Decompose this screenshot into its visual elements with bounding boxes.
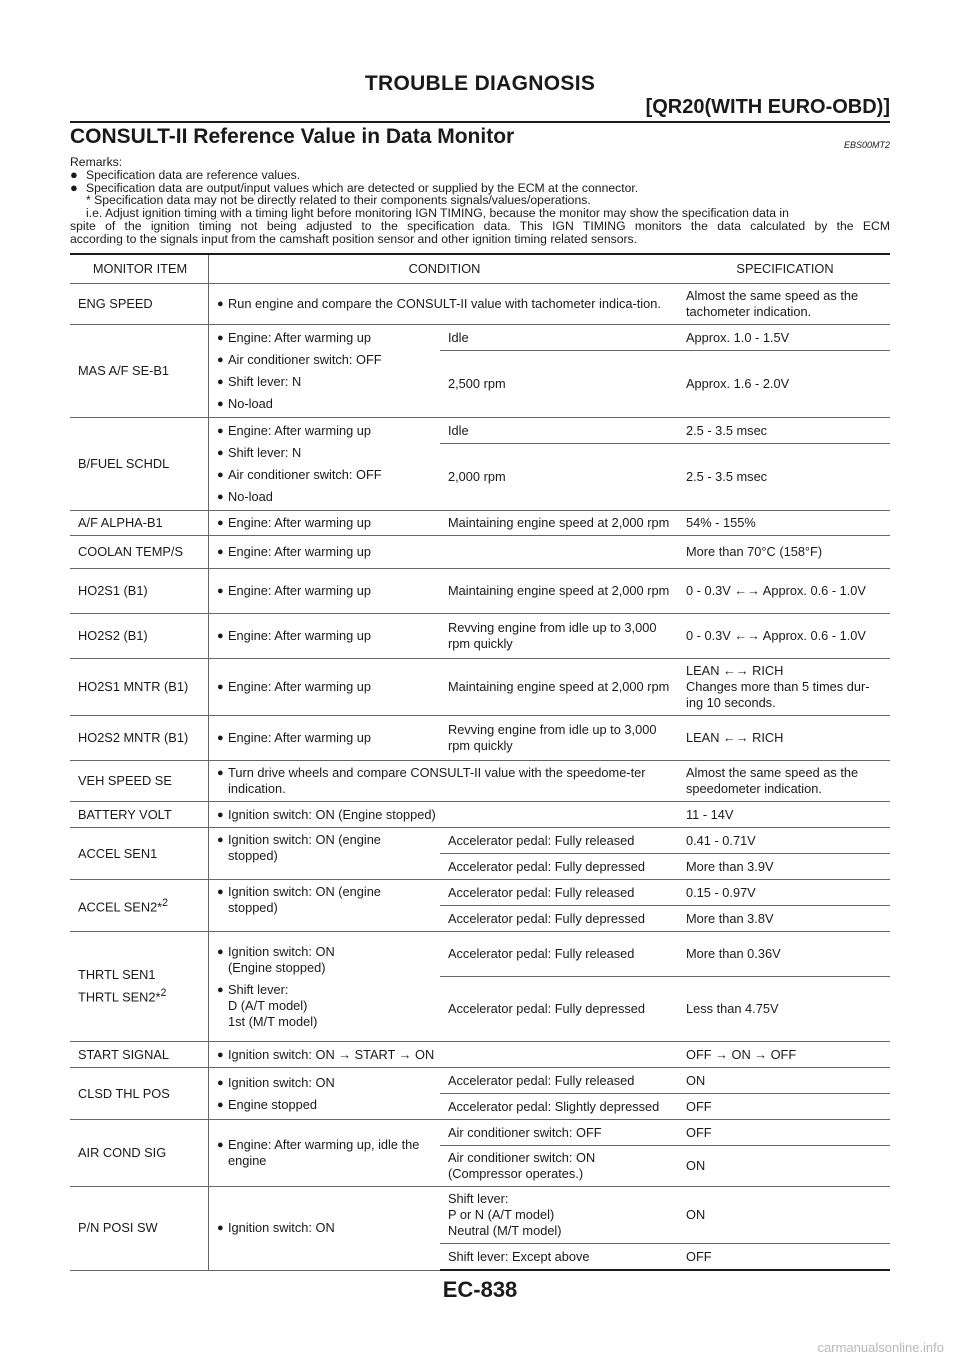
sub-condition: Accelerator pedal: Fully released <box>440 1068 678 1094</box>
monitor-item: MAS A/F SE-B1 <box>70 325 209 418</box>
remarks-bullet: ● Specification data are output/input values which are detected or supplied by the ECM at the connector. <box>70 179 639 195</box>
sub-condition: Accelerator pedal: Fully released <box>440 828 678 854</box>
condition: ● Engine: After warming up, idle the engine <box>209 1120 441 1187</box>
section-title: CONSULT-II Reference Value in Data Monitor <box>70 125 515 148</box>
condition: ● Engine: After warming up <box>209 511 441 536</box>
specification: Approx. 1.6 - 2.0V <box>678 351 890 418</box>
table-row <box>70 761 890 802</box>
bullet-icon: ● <box>217 681 224 693</box>
table-row <box>70 1120 890 1146</box>
remarks-note: * Specification data may not be directly related to their components signals/values/operations. <box>86 193 591 208</box>
condition: ● Ignition switch: ON <box>209 1187 441 1271</box>
bullet-icon: ● <box>217 1139 224 1151</box>
remarks-bullet: ● Specification data are reference values. <box>70 166 301 182</box>
sub-condition: Maintaining engine speed at 2,000 rpm <box>440 569 678 614</box>
bullet-icon: ● <box>217 376 224 388</box>
table-row <box>70 716 890 761</box>
sub-condition: Maintaining engine speed at 2,000 rpm <box>440 659 678 716</box>
remarks-block <box>70 156 890 246</box>
condition: ● Run engine and compare the CONSULT-II value with tachometer indica-tion. <box>209 284 679 325</box>
monitor-item: ENG SPEED <box>70 284 209 325</box>
bullet-icon: ● <box>217 1076 224 1089</box>
specification: More than 70°C (158°F) <box>678 536 890 569</box>
sub-condition: Accelerator pedal: Fully depressed <box>440 906 678 932</box>
table-row <box>70 569 890 614</box>
table-row <box>70 511 890 536</box>
condition: ● Ignition switch: ON ● Engine stopped <box>209 1068 441 1120</box>
sub-condition: Accelerator pedal: Fully depressed <box>440 977 678 1042</box>
condition: ● Engine: After warming up <box>209 536 679 569</box>
header-condition: CONDITION <box>209 254 679 284</box>
table-row <box>70 828 890 854</box>
specification: ON <box>678 1187 890 1244</box>
remarks-note: spite of the ignition timing not being adjusted to the specification data. This IGN TIMING monitors the data calculated by the ECM <box>70 218 890 233</box>
specification: 0.41 - 0.71V <box>678 828 890 854</box>
remarks-label: Remarks: <box>70 155 123 169</box>
condition: ● Ignition switch: ON → START → ON <box>209 1042 679 1068</box>
sub-condition: Revving engine from idle up to 3,000 rpm quickly <box>440 614 678 659</box>
monitor-item: ACCEL SEN1 <box>70 828 209 880</box>
monitor-item: ACCEL SEN2*$^2$ <box>70 880 209 932</box>
table-row <box>70 1068 890 1094</box>
sub-condition: 2,500 rpm <box>440 351 678 418</box>
condition: ● Ignition switch: ON (Engine stopped) ● Shift lever: D (A/T model) 1st (M/T model) <box>209 932 441 1042</box>
header-specification: SPECIFICATION <box>678 254 890 284</box>
table-row <box>70 614 890 659</box>
page-header-subtitle: [QR20(WITH EURO-OBD)] <box>645 96 890 118</box>
sub-condition: Shift lever: Except above <box>440 1244 678 1271</box>
specification: LEAN ←→ RICH Changes more than 5 times dur-ing 10 seconds. <box>678 659 890 716</box>
bullet-icon: ● <box>217 834 224 846</box>
monitor-item: B/FUEL SCHDL <box>70 418 209 511</box>
sub-condition: Maintaining engine speed at 2,000 rpm <box>440 511 678 536</box>
specification: OFF <box>678 1094 890 1120</box>
specification: Almost the same speed as the speedometer indication. <box>678 761 890 802</box>
table-row <box>70 284 890 325</box>
specification: 0.15 - 0.97V <box>678 880 890 906</box>
monitor-item: HO2S1 MNTR (B1) <box>70 659 209 716</box>
page-header-title: TROUBLE DIAGNOSIS <box>364 72 596 95</box>
bullet-icon: ● <box>217 1048 224 1061</box>
specification: OFF → ON → OFF <box>678 1042 890 1068</box>
specification: OFF <box>678 1244 890 1271</box>
bullet-icon: ● <box>217 491 224 503</box>
monitor-item: VEH SPEED SE <box>70 761 209 802</box>
specification: Approx. 1.0 - 1.5V <box>678 325 890 351</box>
sub-condition: Shift lever: P or N (A/T model) Neutral (M/T model) <box>440 1187 678 1244</box>
specification: Almost the same speed as the tachometer indication. <box>678 284 890 325</box>
condition: ● Engine: After warming up <box>209 716 441 761</box>
sub-condition: Revving engine from idle up to 3,000 rpm quickly <box>440 716 678 761</box>
specification: 0 - 0.3V ←→ Approx. 0.6 - 1.0V <box>678 569 890 614</box>
table-header-row <box>70 254 890 284</box>
sub-condition: Air conditioner switch: ON (Compressor operates.) <box>440 1146 678 1187</box>
page-number: EC-838 <box>442 1277 518 1302</box>
monitor-item: HO2S2 MNTR (B1) <box>70 716 209 761</box>
watermark: carmanualsonline.info <box>817 1340 944 1355</box>
table-row <box>70 1187 890 1244</box>
sub-condition: Air conditioner switch: OFF <box>440 1120 678 1146</box>
table-row <box>70 536 890 569</box>
specification: 54% - 155% <box>678 511 890 536</box>
table-row <box>70 880 890 906</box>
specification: 11 - 14V <box>678 802 890 828</box>
specification: OFF <box>678 1120 890 1146</box>
bullet-icon: ● <box>217 425 224 437</box>
section-code: EBS00MT2 <box>843 140 890 150</box>
bullet-icon: ● <box>70 179 78 195</box>
sub-condition: Accelerator pedal: Fully released <box>440 932 678 977</box>
header-rule <box>70 121 890 123</box>
monitor-item: AIR COND SIG <box>70 1120 209 1187</box>
sub-condition: Idle <box>440 325 678 351</box>
table-row <box>70 659 890 716</box>
specification: LEAN ←→ RICH <box>678 716 890 761</box>
table-row <box>70 802 890 828</box>
bullet-icon: ● <box>217 983 224 996</box>
monitor-item: START SIGNAL <box>70 1042 209 1068</box>
condition: ● Turn drive wheels and compare CONSULT-II value with the speedome-ter indication. <box>209 761 679 802</box>
sub-condition: Accelerator pedal: Slightly depressed <box>440 1094 678 1120</box>
condition: ● Engine: After warming up ● Air conditioner switch: OFF ● Shift lever: N ● No-load <box>209 325 441 418</box>
bullet-icon: ● <box>217 298 224 310</box>
monitor-item: HO2S1 (B1) <box>70 569 209 614</box>
bullet-icon: ● <box>217 808 224 821</box>
remarks-note: i.e. Adjust ignition timing with a timing light before monitoring IGN TIMING, because the monitor may show the specification data in <box>86 206 789 221</box>
sub-condition: Idle <box>440 418 678 444</box>
condition: ● Engine: After warming up ● Shift lever: N ● Air conditioner switch: OFF ● No-load <box>209 418 441 511</box>
table-row <box>70 1042 890 1068</box>
bullet-icon: ● <box>217 886 224 898</box>
monitor-item: COOLAN TEMP/S <box>70 536 209 569</box>
specification: More than 3.9V <box>678 854 890 880</box>
bullet-icon: ● <box>217 354 224 366</box>
bullet-icon: ● <box>217 546 224 558</box>
monitor-item: P/N POSI SW <box>70 1187 209 1271</box>
bullet-icon: ● <box>217 585 224 597</box>
condition: ● Engine: After warming up <box>209 659 441 716</box>
condition: ● Ignition switch: ON (engine stopped) <box>209 880 441 932</box>
specification: 2.5 - 3.5 msec <box>678 444 890 511</box>
bullet-icon: ● <box>217 945 224 958</box>
bullet-icon: ● <box>217 1222 224 1235</box>
remarks-note: according to the signals input from the camshaft position sensor and other ignition timing related sensors. <box>70 231 638 246</box>
table-row <box>70 932 890 977</box>
specification: More than 3.8V <box>678 906 890 932</box>
specification: Less than 4.75V <box>678 977 890 1042</box>
bullet-icon: ● <box>217 767 224 779</box>
sub-condition: Accelerator pedal: Fully released <box>440 880 678 906</box>
sub-condition: Accelerator pedal: Fully depressed <box>440 854 678 880</box>
monitor-item: CLSD THL POS <box>70 1068 209 1120</box>
specification: 2.5 - 3.5 msec <box>678 418 890 444</box>
bullet-icon: ● <box>217 732 224 744</box>
monitor-item: HO2S2 (B1) <box>70 614 209 659</box>
bullet-icon: ● <box>217 398 224 410</box>
condition: ● Ignition switch: ON (Engine stopped) <box>209 802 679 828</box>
table-row <box>70 418 890 444</box>
sub-condition: 2,000 rpm <box>440 444 678 511</box>
header-monitor-item: MONITOR ITEM <box>70 254 209 284</box>
condition: ● Engine: After warming up <box>209 569 441 614</box>
bullet-icon: ● <box>70 166 78 182</box>
bullet-icon: ● <box>217 447 224 459</box>
condition: ● Engine: After warming up <box>209 614 441 659</box>
bullet-icon: ● <box>217 630 224 642</box>
monitor-item: A/F ALPHA-B1 <box>70 511 209 536</box>
specification: More than 0.36V <box>678 932 890 977</box>
table-row <box>70 325 890 351</box>
bullet-icon: ● <box>217 1098 224 1111</box>
bullet-icon: ● <box>217 469 224 481</box>
bullet-icon: ● <box>217 517 224 529</box>
monitor-item: THRTL SEN1 THRTL SEN2*$^2$ <box>70 932 209 1042</box>
bullet-icon: ● <box>217 332 224 344</box>
condition: ● Ignition switch: ON (engine stopped) <box>209 828 441 880</box>
reference-value-table <box>70 253 890 1271</box>
monitor-item: BATTERY VOLT <box>70 802 209 828</box>
specification: ON <box>678 1068 890 1094</box>
specification: 0 - 0.3V ←→ Approx. 0.6 - 1.0V <box>678 614 890 659</box>
specification: ON <box>678 1146 890 1187</box>
